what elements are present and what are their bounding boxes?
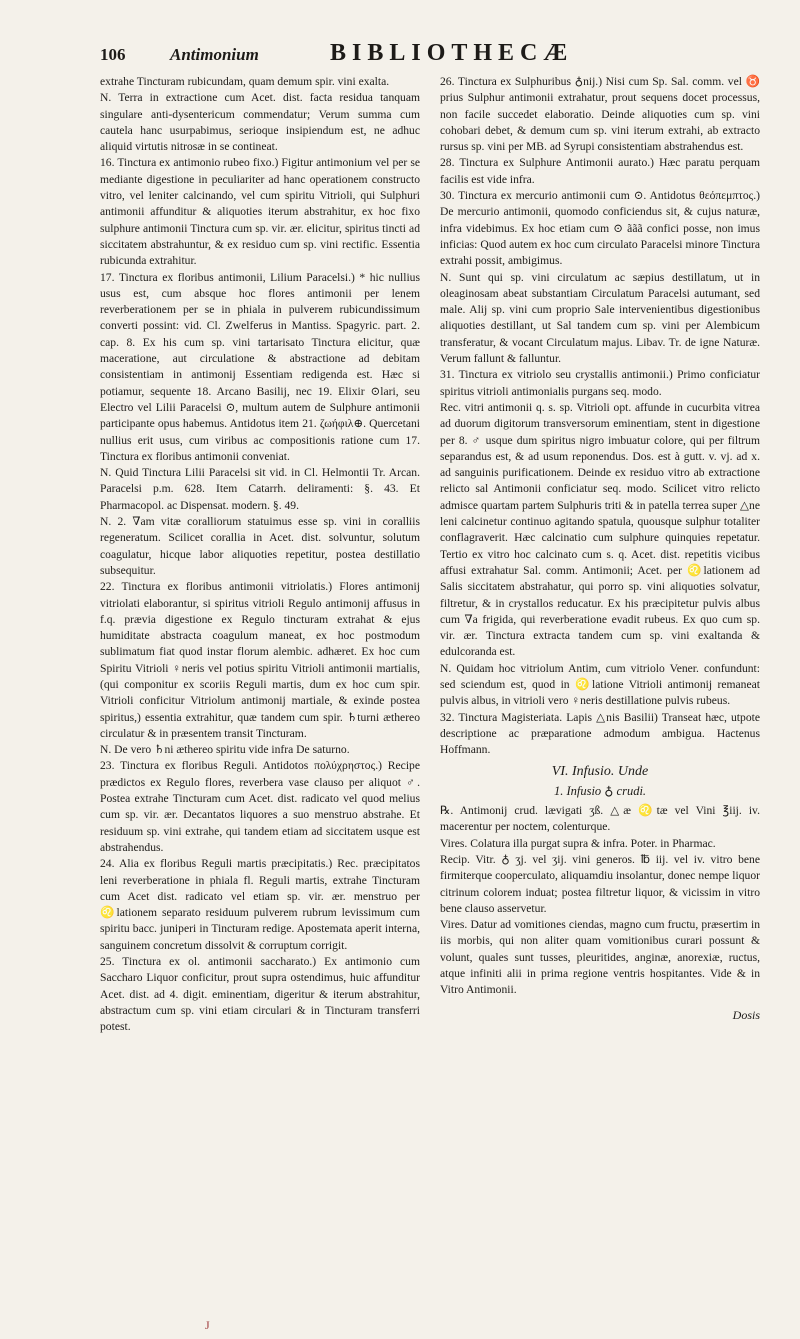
- paragraph: 23. Tinctura ex floribus Reguli. Antidotos πολύχρηστος.) Recipe prædictos ex Regulo flores, reverbera vase clauso per aliquot ♂. Postea extrahe Tincturam cum Acet. dist. radicato vel quod melius cum sp. vir. ær. Decantatos liquores a suo menstruo abstrahe. Et residuum sp. vini extrahe, qui tandem etiam ad siccitatem usque est abstrahendus.: [100, 759, 420, 854]
- page-number: 106: [100, 45, 126, 64]
- paragraph: 25. Tinctura ex ol. antimonii saccharato.) Ex antimonio cum Saccharo Liquor conficitur, prout supra ostendimus, huic affunditur Acet. dist. ad 4. digit. eminentiam, digeritur & iterum abstrahitur, abstractum cum sp. vini etiam circulari & in Tincturam transferri potest.: [100, 955, 420, 1034]
- paragraph: N. Quid Tinctura Lilii Paracelsi sit vid. in Cl. Helmontii Tr. Arcan. Paracelsi p.m. 628. Item Catarrh. deliramenti: §. 43. Et Pharmacopol. ac Dispensat. modern. §. 49.: [100, 466, 420, 512]
- running-title: BIBLIOTHECÆ: [330, 40, 574, 66]
- paragraph: N. Sunt qui sp. vini circulatum ac sæpius destillatum, ut in oleaginosam abeat substantiam Circulatum Paracelsi autumant, sed male. Alij sp. vini cum proprio Sale intervenientibus digestionibus aliquoties destillant, ut Sal tandem cum sp. vini per Alembicum transferatur, & vocant Circulatum majus. Libav. Tr. de igne Naturæ. Verum fallunt & falluntur.: [440, 270, 760, 366]
- paragraph: 31. Tinctura ex vitriolo seu crystallis antimonii.) Primo conficiatur spiritus vitrioli antimonialis purgans seq. modo.: [440, 368, 760, 398]
- paragraph: N. Quidam hoc vitriolum Antim, cum vitriolo Vener. confundunt: sed sciendum est, quod in ♌latione Vitrioli antimonij remaneat pulvis albus, in vitrioli vero ♀neris destillatione pulvis rubeus.: [440, 661, 760, 708]
- paragraph: Vires. Colatura illa purgat supra & infra. Poter. in Pharmac.: [440, 836, 716, 850]
- paragraph: 30. Tinctura ex mercurio antimonii cum ⊙. Antidotus θεόπεμπτος.) De mercurio antimonii, quomodo conficiendus sit, & cujus naturæ, infra videbimus. Ex hoc etiam cum ⊙ ããã confici posse, non imus inficias: Quod autem ex hoc cum circulato Paracelsi minore Tinctura extrahi possit, ambigimus.: [440, 189, 760, 268]
- paragraph: 16. Tinctura ex antimonio rubeo fixo.) Figitur antimonium vel per se mediante digestione in peculiariter ad hanc operationem constructo vitro, vel leniter calcinando, vel cum spiritu Vitrioli, qui Sulphuri antimonii affunditur & aliquoties iterum abstrahitur, ex hoc fixo sulphure antimonii Tinctura cum sp. vir. ær. elicitur, spiritus tincti ad siccitatem abstrahuntur, & ex residuo cum sp. vini rectific. Essentia rubicunda extrahitur.: [100, 156, 420, 268]
- paragraph: N. 2. ∇am vitæ coralliorum statuimus esse sp. vini in coralliis regeneratum. Scilicet corallia in Acet. dist. solvuntur, solutum coagulatur, hicque labor aliquoties repetitur, postea destillatio subsequitur.: [100, 515, 420, 577]
- paragraph: 28. Tinctura ex Sulphure Antimonii aurato.) Hæc paratu perquam facilis est vide infra.: [440, 156, 760, 186]
- paragraph: 24. Alia ex floribus Reguli martis præcipitatis.) Rec. præcipitatos leni reverberatione in phiala fl. Reguli martis, extrahe Tincturam cum Acet dist. radicato vel etiam sp. vir. ær. menstruo per ♌lationem separato residuum pulverem rubrum levissimum cum spiritu bacc. juniperi in Tincturam redige. Apostemata aperit interna, sanguinem concretum dissolvit & corruptum corrigit.: [100, 857, 420, 952]
- paragraph: 22. Tinctura ex floribus antimonii vitriolatis.) Flores antimonij vitriolati elaborantur, si spiritus vitrioli Regulo antimonij affusus in f.q. prævia digestione ex Regulo tincturam extrahat & ejus humiditate abstracta coagulum maneat, ex hoc postmodum sublimatum fiat quod instar florum alembic. adhæret. Ex hoc cum Spiritu Vitrioli ♀neris vel potius spiritu Vitrioli antimonii martialis, (qui componitur ex scoriis Reguli martis, dum ex hoc cum spir. Vitrioli conficitur Vitriolum antimonij martiale, & exinde postea spiritus,) essentia extrahitur, quæ tandem cum spir. ♄turni æthereo circulatur & in præsentem transit Tincturam.: [100, 580, 420, 740]
- paragraph: Recip. Vitr. ♁ ʒj. vel ʒij. vini generos. ℔ iij. vel iv. vitro bene firmiterque cooperculato, aliquamdiu insolantur, donec nempe liquor citrinum colorem induat; postea filtretur liquor, & vicissim in vitro bene clauso asservetur.: [440, 852, 760, 915]
- running-word: Antimonium: [170, 45, 259, 64]
- paragraph: 17. Tinctura ex floribus antimonii, Lilium Paracelsi.) * hic nullius usus est, cum absque hoc flores antimonii per lenem reverberationem per se in phiala in pulverem rubicundissimum converti possint: vid. Cl. Zwelferus in Mantiss. Spagyric. part. 2. cap. 8. Ex his cum sp. vini tartarisato Tinctura elicitur, quæ maceratione, aut circulatione & abstractione ad debitam consistentiam in antimonij Essentiam redigenda est. Hæc si potiamur, sequente 18. Arcano Basilij, nec 19. Elixir ⊙lari, seu Electro vel Lilii Paracelsi ⊙, multum autem de Sulphure antimonii participante opus habemus. Antidotus item 21. ζωήφιλ⊕. Quercetani nullius erit usus, cum viribus ac compositionis ratione cum 17. Tinctura ex floribus antimonii conveniat.: [100, 270, 420, 463]
- paragraph: 32. Tinctura Magisteriata. Lapis △nis Basilii) Transeat hæc, utpote descriptione ac præparatione admodum ambigua. Hactenus Hoffmann.: [440, 710, 760, 757]
- paragraph: 26. Tinctura ex Sulphuribus ♁nij.) Nisi cum Sp. Sal. comm. vel ♉ prius Sulphur antimonii extrahatur, prout sequens docet processus, non facile succedet elaboratio. Deinde aliquoties cum sp. vini cohobari debet, & demum cum sp. vini iterum extrahi, ab extracto rursus sp. vini per MB. ad Syrupi consistentiam abstrahendus est.: [440, 75, 760, 154]
- catchword: Dosis: [732, 1007, 760, 1022]
- bottom-mark: J: [205, 1318, 210, 1332]
- paragraph: N. Terra in extractione cum Acet. dist. facta residua tanquam singulare anti-dysentericum commendatur; Verum summa cum cautela hanc usurpabimus, serioque insipiendum est, ne adhuc aliquid virtutis nitrosæ in se contineat.: [100, 91, 420, 154]
- section-subheading: 1. Infusio ♁ crudi.: [553, 783, 647, 798]
- paragraph: ℞. Antimonij crud. lævigati ʒß. △æ ♌tæ vel Vini ℥iij. iv. macerentur per noctem, colenturque.: [440, 804, 760, 834]
- right-column: [440, 74, 760, 1036]
- section-heading: VI. Infusio. Unde: [551, 764, 649, 780]
- left-column: [100, 74, 420, 1036]
- paragraph: Vires. Datur ad vomitiones ciendas, magno cum fructu, præsertim in iis morbis, qui non aliter quam vomitionibus curari possunt & volunt, quales sunt tusses, pleuritides, anginæ, anorexiæ, ructus, atque infiniti alii in prima regione ventris hospitantes. Vide & in Vitro Antimonii.: [440, 918, 760, 997]
- paragraph: N. De vero ♄ni æthereo spiritu vide infra De saturno.: [100, 743, 350, 757]
- paragraph: Rec. vitri antimonii q. s. sp. Vitrioli opt. affunde in cucurbita vitrea ad duorum digitorum transversorum eminentiam, stent in digestione per 8. ♂ usque dum spiritus nigro imbuatur colore, qui per filtrum separandus est, & ad usum reponendus. Dos. est à gutt. v. vj. ad x. ad sanguinis purificationem. Deinde ex residuo vitro ab extractione relicto sal Antimonii conficiatur seq. modo. Scilicet vitro relicto admisce quartam partem Sulphuris triti & in patella terrea super △ne leni calcinetur continuo agitando spatula, quousque sulphur totaliter conflagraverit. Hæc calcinatio cum sulphure quinquies repetatur. Tertio ex vitro hoc calcinato cum s. q. Acet. dist. repetitis vicibus affusi extrahatur Sal. comm. Antimonii; Acet. per ♌lationem ad Salis siccitatem abstrahatur, qui porro sp. vini aliquoties solvatur, filtretur, & in crystallos reducatur. Ex his præcipitetur pulvis albus cum ∇a frigida, qui reverberatione evadit rubeus. Ex quo cum sp. vir. ær. Tinctura extracta tandem cum sp. vini exaltanda & edulcoranda est.: [440, 400, 760, 659]
- running-head: [100, 40, 770, 70]
- text-columns: [100, 74, 770, 1036]
- paragraph: extrahe Tincturam rubicundam, quam demum spir. vini exalta.: [100, 75, 390, 88]
